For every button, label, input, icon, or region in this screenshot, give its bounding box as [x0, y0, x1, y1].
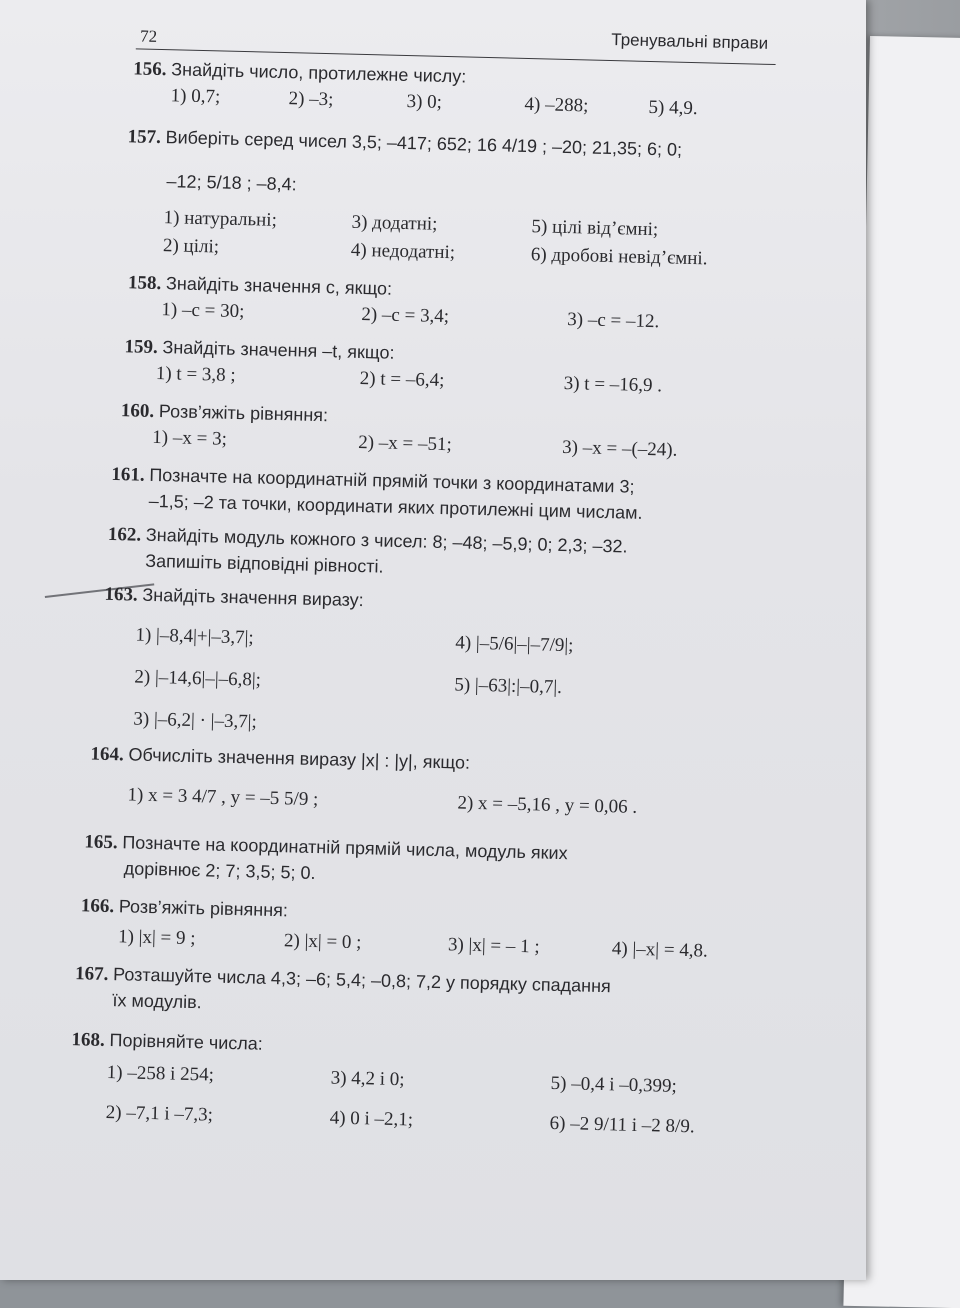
page-number: 72: [139, 26, 158, 46]
exercise-159: [124, 334, 395, 366]
exercise-162-continuation: Запишіть відповідні рівності.: [145, 550, 384, 577]
answer-item: 6) –2 9/11 і –2 8/9.: [549, 1112, 695, 1138]
answer-item: 3) –c = –12.: [567, 309, 660, 333]
exercise-number: 165.: [84, 831, 118, 854]
exercise-number: 164.: [90, 743, 125, 766]
answer-item: 5) 4,9.: [648, 96, 698, 120]
exercise-number: 158.: [127, 272, 162, 295]
exercise-166-items: [118, 926, 758, 966]
exercise-160-items: [152, 427, 772, 466]
exercise-text: Знайдіть значення c, якщо:: [165, 273, 393, 299]
answer-item: 1) натуральні;: [163, 207, 278, 231]
exercise-number: 166.: [80, 895, 115, 918]
exercise-text: Розташуйте числа 4,3; –6; 5,4; –0,8; 7,2 у порядку спадання: [112, 964, 612, 997]
exercise-160: [121, 398, 329, 428]
exercise-164: [90, 741, 470, 775]
exercise-158-items: [161, 299, 781, 338]
answer-item: 1) |x| = 9 ;: [117, 926, 196, 950]
answer-item: 4) –288;: [524, 93, 589, 117]
answer-item: 1) –c = 30;: [161, 299, 245, 323]
exercise-157-continuation: –12; 5/18 ; –8,4:: [166, 171, 297, 195]
answer-item: 3) додатні;: [351, 211, 438, 235]
answer-item: 4) 0 і –2,1;: [329, 1107, 414, 1131]
exercise-text: Порівняйте числа:: [109, 1030, 264, 1054]
exercise-166: [81, 893, 289, 923]
exercise-163: [104, 582, 364, 613]
answer-item: 2) x = –5,16 , y = 0,06 .: [457, 792, 638, 818]
answer-item: 1) –x = 3;: [152, 426, 228, 450]
exercise-number: 159.: [124, 336, 159, 359]
answer-item: 4) недодатні;: [350, 239, 456, 264]
answer-item: 2) –c = 3,4;: [361, 303, 450, 328]
exercise-number: 157.: [127, 126, 162, 149]
exercise-text: Знайдіть значення виразу:: [142, 584, 364, 611]
exercise-text: Виберіть серед чисел 3,5; –417; 652; 16 4/19 ; –20; 21,35; 6; 0;: [165, 127, 683, 160]
exercise-168-items: [106, 1062, 747, 1138]
exercise-156: [133, 56, 467, 89]
exercise-number: 163.: [104, 583, 138, 606]
answer-item: 1) 0,7;: [170, 85, 221, 108]
answer-item: 5) –0,4 і –0,399;: [550, 1072, 677, 1097]
exercise-text: Позначте на координатній прямій точки з координатами 3;: [149, 464, 635, 497]
answer-item: 3) –x = –(–24).: [561, 436, 678, 461]
answer-item: 2) |–14,6|–|–6,8|;: [134, 666, 262, 691]
exercise-text: Обчисліть значення виразу |x| : |y|, якщо:: [128, 744, 471, 773]
exercise-text: Розв’яжіть рівняння:: [158, 401, 329, 426]
exercise-number: 156.: [133, 58, 167, 81]
answer-item: 1) –258 і 254;: [106, 1061, 215, 1086]
exercise-text: Знайдіть модуль кожного з чисел: 8; –48; –5,9; 0; 2,3; –32.: [145, 524, 628, 557]
answer-item: 1) t = 3,8 ;: [155, 362, 236, 386]
exercise-168: [71, 1027, 263, 1057]
answer-item: 3) |–6,2| · |–3,7|;: [133, 708, 258, 733]
answer-item: 2) –7,1 і –7,3;: [105, 1101, 214, 1126]
exercise-165-continuation: дорівнює 2; 7; 3,5; 5; 0.: [123, 858, 316, 884]
running-title: Тренувальні вправи: [611, 30, 769, 53]
answer-item: 2) –x = –51;: [357, 431, 453, 456]
exercise-163-items: [133, 625, 756, 750]
exercise-167-continuation: їх модулів.: [112, 990, 202, 1013]
answer-item: 3) |x| = – 1 ;: [447, 934, 540, 958]
answer-item: 1) x = 3 4/7 , y = –5 5/9 ;: [127, 784, 319, 811]
exercise-161-continuation: –1,5; –2 та точки, координати яких протилежні цим числам.: [148, 490, 643, 523]
exercise-157-items: [163, 207, 784, 274]
answer-item: 1) |–8,4|+|–3,7|;: [135, 624, 254, 649]
exercise-164-items: [127, 784, 747, 823]
answer-item: 3) 4,2 і 0;: [330, 1067, 405, 1091]
exercise-number: 162.: [107, 523, 142, 546]
exercise-159-items: [156, 363, 776, 402]
exercise-number: 160.: [120, 400, 155, 422]
exercise-text: Позначте на координатній прямій числа, модуль яких: [122, 832, 568, 864]
exercise-157: [127, 124, 682, 163]
answer-item: 2) цілі;: [162, 235, 220, 258]
answer-item: 4) |–5/6|–|–7/9|;: [455, 632, 574, 657]
answer-item: 2) |x| = 0 ;: [283, 930, 362, 954]
answer-item: 4) |–x| = 4,8.: [611, 938, 709, 962]
exercise-158: [128, 270, 393, 301]
exercise-text: Знайдіть число, протилежне числу:: [171, 59, 467, 87]
exercise-text: Розв’яжіть рівняння:: [118, 896, 289, 921]
answer-item: 3) t = –16,9 .: [563, 372, 663, 397]
exercise-156-items: [170, 85, 790, 124]
exercise-number: 167.: [74, 963, 109, 985]
answer-item: 5) цілі від’ємні;: [531, 216, 659, 241]
answer-item: 6) дробові невід’ємні.: [530, 244, 708, 270]
answer-item: 2) t = –6,4;: [359, 367, 445, 392]
exercise-number: 161.: [111, 463, 145, 486]
exercise-text: Знайдіть значення –t, якщо:: [162, 337, 395, 363]
answer-item: 5) |–63|:|–0,7|.: [454, 674, 563, 698]
answer-item: 3) 0;: [406, 91, 443, 113]
answer-item: 2) –3;: [288, 88, 334, 111]
exercise-number: 168.: [71, 1029, 106, 1051]
